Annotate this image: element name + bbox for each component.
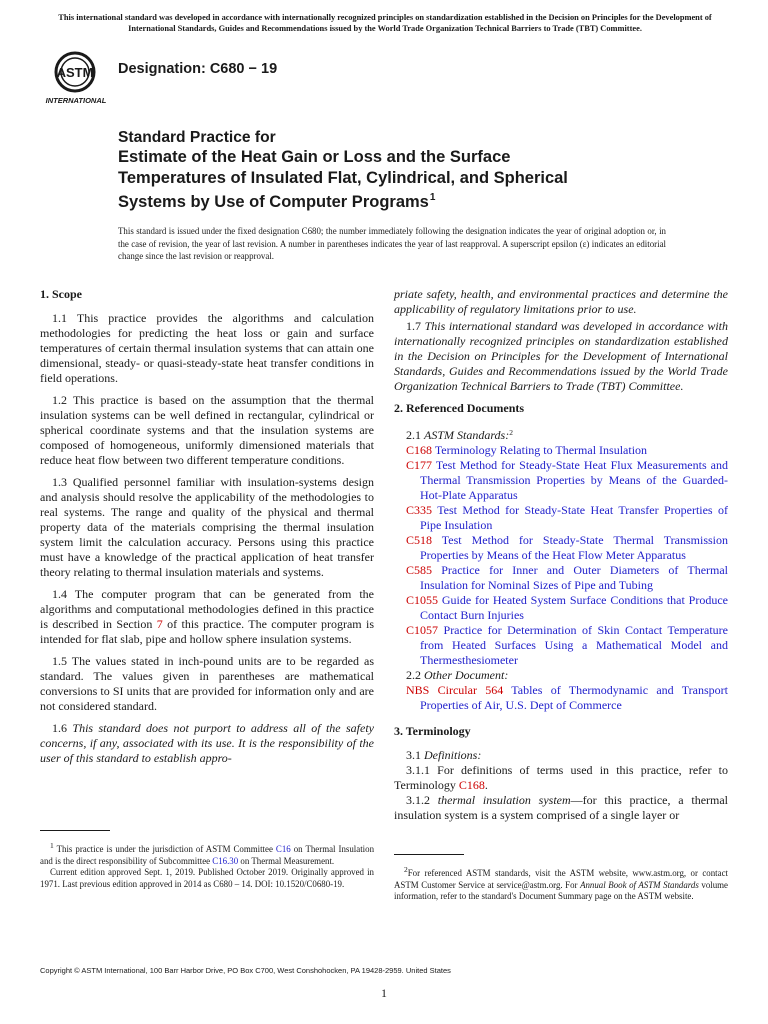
footnote-1-edition: Current edition approved Sept. 1, 2019. Published October 2019. Originally approved in 1971. Last previous edition approved in 2014 as C680 – 14. DOI: 10.1520/C0680-19. [40,867,374,889]
section-7-link[interactable]: 7 [156,617,163,631]
reference-code[interactable]: NBS Circular 564 [406,683,504,697]
reference-code[interactable]: C177 [406,458,433,472]
title-line: Temperatures of Insulated Flat, Cylindrical, and Spherical [118,168,568,187]
c16-link[interactable]: C16 [275,844,291,854]
paragraph-3-1-1: 3.1.1 For definitions of terms used in this practice, refer to Terminology C168. [394,763,728,792]
footnote-2 [394,864,728,903]
title-line-text: Systems by Use of Computer Programs [118,193,429,211]
logo-text: ASTM [56,65,94,80]
title-footnote-mark: 1 [429,192,436,203]
reference-title[interactable]: Test Method for Steady-State Heat Transfer Properties of Pipe Insulation [420,503,728,532]
reference-title[interactable]: Practice for Inner and Outer Diameters of Thermal Insulation for Nominal Sizes of Pipe and Tubing [420,563,729,592]
definitions-label: 3.1 Definitions: [406,748,482,762]
reference-title[interactable]: Guide for Heated System Surface Conditions that Produce Contact Burn Injuries [420,593,728,622]
paragraph-1-5: 1.5 The values stated in inch-pound units are to be regarded as standard. The values given in parentheses are mathematical conversions to SI units that are provided for information only and are not considered standard. [40,654,374,713]
paragraph-3-1-2: 3.1.2 thermal insulation system—for this practice, a thermal insulation system is a system comprised of a single layer or [394,793,729,822]
reference-title[interactable]: Tables of Thermodynamic and Transport Properties of Air, U.S. Dept of Commerce [420,683,728,712]
issuance-note: This standard is issued under the fixed designation C680; the number immediately following the designation indicates the year of original adoption or, in the case of revision, the year of last revision. A number in parentheses indicates the year of last reapproval. A superscript epsilon (ε) indicates an editorial change since the last revision or reapproval. [118,226,666,261]
reference-code[interactable]: C1057 [406,623,439,637]
section-heading-scope: 1. Scope [40,287,82,301]
astm-logo [42,50,110,106]
title-block [118,128,698,213]
paragraph-1-7: 1.7 This international standard was developed in accordance with internationally recognized principles on standardization established in the Decision on Principles for the Development of International Standards, Guides and Recommendations issued by the World Trade Organization Technical Barriers to Trade (TBT) Committee. [394,319,729,393]
right-column [394,287,728,823]
paragraph-1-3: 1.3 Qualified personnel familiar with insulation-systems design and analysis should resolve the applicability of the methodologies to real systems. The range and quality of the physical and thermal property data of the materials comprising the thermal insulation system limit the calculation accuracy. Persons using this practice must have a knowledge of the practical application of heat transfer theory relating to thermal insulation materials and systems. [40,475,374,579]
reference-code[interactable]: C1055 [406,593,439,607]
reference-title[interactable]: Practice for Determination of Skin Contact Temperature from Heated Surfaces Using a Mathematical Model and Thermesthesiometer [420,623,729,667]
reference-item-c585 [394,563,728,593]
page-number: 1 [381,986,387,1000]
c168-link[interactable]: C168 [458,778,485,792]
reference-item-c177 [394,458,728,503]
other-document-label: 2.2 Other Document: [406,668,509,682]
left-column [40,287,374,773]
paragraph-1-1: 1.1 This practice provides the algorithms and calculation methodologies for predicting the heat loss or gain and surface temperatures of certain thermal insulation systems that can attain one dimensional, steady- or quasi-steady-state heat transfer conditions in field operations. [40,311,374,385]
reference-item-c1055 [394,593,728,623]
reference-title[interactable]: Terminology Relating to Thermal Insulation [434,443,648,457]
logo-subtext: INTERNATIONAL [45,96,107,105]
copyright-notice: Copyright © ASTM International, 100 Barr Harbor Drive, PO Box C700, West Conshohocken, PA 19428-2959. United States [40,966,451,975]
reference-item-c518 [394,533,728,563]
paragraph-1-6: 1.6 This standard does not purport to address all of the safety concerns, if any, associated with its use. It is the responsibility of the user of this standard to establish appro- [40,721,374,765]
footnote-2-text: $^2$For referenced ASTM standards, visit the ASTM website, www.astm.org, or contact ASTM Customer Service at service@astm.org. For Annual Book of ASTM Standards volume information, refer to the standard's Document Summary page on the ASTM website. [394,865,728,901]
reference-title[interactable]: Test Method for Steady-State Heat Flux Measurements and Thermal Transmission Properties by Means of the Guarded-Hot-Plate Apparatus [420,458,728,502]
footnote-1 [40,840,374,890]
c16-30-link[interactable]: C16.30 [212,855,239,866]
reference-title[interactable]: Test Method for Steady-State Thermal Transmission Properties by Means of the Heat Flow Meter Apparatus [420,533,728,562]
reference-item-nbs [394,683,728,713]
reference-code[interactable]: C168 [406,443,433,457]
section-heading-terminology: 3. Terminology [394,724,471,738]
title-line: Estimate of the Heat Gain or Loss and the Surface [118,148,511,166]
reference-item-c168 [394,443,728,458]
footnote-divider [394,854,464,855]
footnote-1-text: $^1$ This practice is under the jurisdiction of ASTM Committee C16 on Thermal Insulation and is the direct responsibility of Subcommittee C16.30 on Thermal Measurement. [40,841,375,866]
paragraph-1-4: 1.4 The computer program that can be generated from the algorithms and computational methodologies defined in this practice is described in Section 7 of this practice. The computer program is intended for flat slab, pipe and hollow sphere insulation systems. [40,587,375,646]
reference-code[interactable]: C585 [406,563,433,577]
title-prefix: Standard Practice for [118,129,276,146]
paragraph-1-6-continued: priate safety, health, and environmental practices and determine the applicability of regulatory limitations prior to use. [394,287,728,316]
designation: Designation: C680 − 19 [118,61,278,77]
section-heading-referenced-documents: 2. Referenced Documents [394,401,525,415]
reference-item-c335 [394,503,728,533]
title-line-last [118,188,698,213]
astm-standards-label: 2.1 ASTM Standards:$^2$ [406,428,513,442]
reference-code[interactable]: C335 [406,503,433,517]
reference-code[interactable]: C518 [406,533,433,547]
paragraph-1-2: 1.2 This practice is based on the assumption that the thermal insulation systems can be well defined in rectangular, cylindrical or spherical coordinate systems and that the insulation systems are composed of homogeneous, uniformly dimensioned materials that reduce heat flow between two different temperature conditions. [40,393,374,467]
wto-notice: This international standard was developed in accordance with internationally recognized principles on standardization established in the Decision on Principles for the Development of International Standards, Guides and Recommendations issued by the World Trade Organization Technical Barriers to Trade (TBT) Committee. [58,13,712,33]
reference-item-c1057 [394,623,728,668]
footnote-divider [40,830,110,831]
